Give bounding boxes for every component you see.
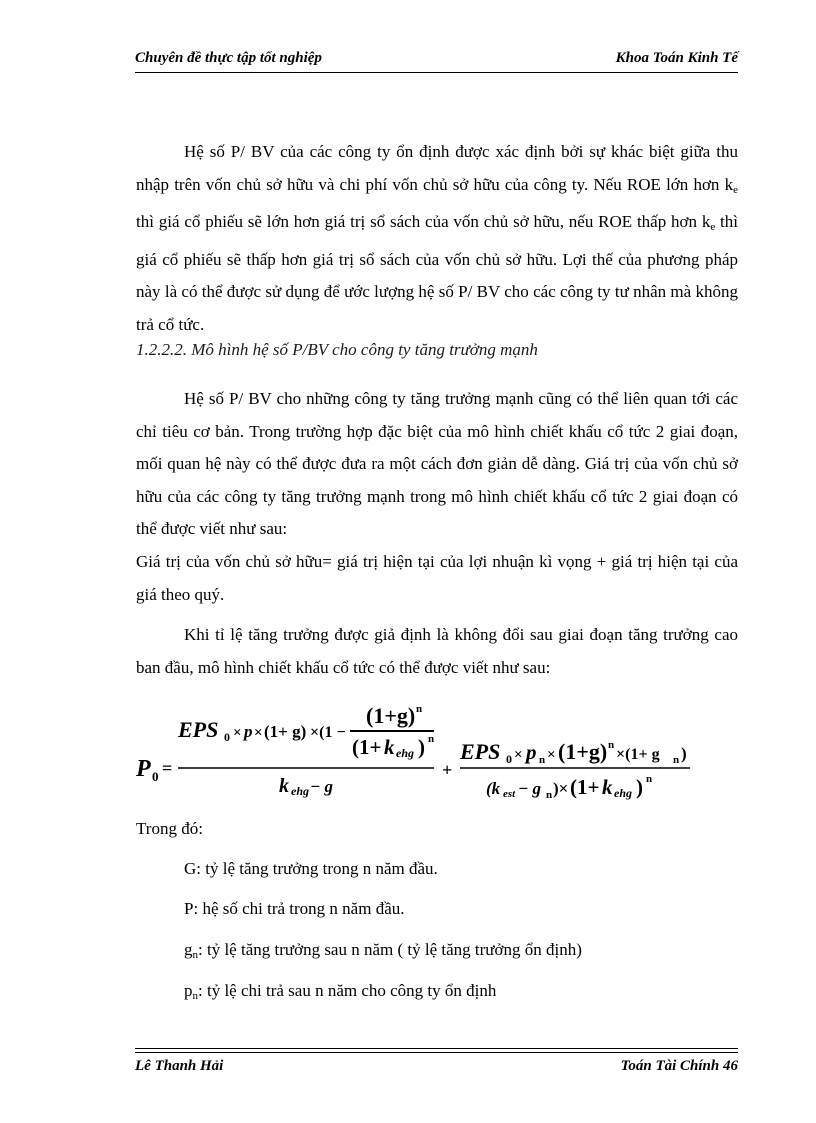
formula-times: × [233,725,242,741]
paragraph-model-intro: Khi tỉ lệ tăng trưởng được giả định là không đổi sau giai đoạn tăng trưởng cao ban đầu, mô hình chiết khấu cổ tức có thể được viết như sau: [136,625,738,677]
formula-eps: EPS [178,717,219,742]
formula-gn-sub-2: n [546,789,553,801]
where-label: Trong đó: [136,819,203,838]
formula-times-3: × [514,747,523,763]
formula-times-2: × [254,725,263,741]
formula-est: est [503,788,516,800]
formula-nested-den-close: ) [418,735,425,759]
formula-ehg1: ehg [396,746,414,760]
footer-rule [135,1048,738,1049]
formula-exp-n3: n [608,739,615,751]
formula-exp-n2: n [428,733,435,745]
formula-lhs-sub: 0 [152,769,159,784]
formula-pn-sub: n [539,754,546,766]
formula-times-1-minus: ×(1 − [310,724,346,741]
header-left: Chuyên đề thực tập tốt nghiệp [135,50,322,66]
formula-eq: = [162,758,173,778]
formula-num2-1g: (1+g) [558,739,608,764]
formula-ehg3: ehg [614,786,632,800]
formula-den1-rest: − g [310,777,334,796]
formula-k1: k [384,735,395,759]
formula-den2-close: ) [636,775,643,799]
formula-eps-sub-2: 0 [506,752,512,766]
formula-paren-1g: (1+ g) [264,722,307,741]
formula-pn: p [526,740,537,764]
formula-p: p [244,722,253,741]
footer-rule-double [135,1052,738,1053]
footer-page-label: Toán Tài Chính 46 [620,1058,738,1074]
page-header [135,48,738,70]
formula-nested-num: (1+g) [366,703,416,728]
formula-ehg2: ehg [291,784,309,798]
formula-nested-den-open: (1+ [352,735,382,759]
formula-times-4: × [547,747,556,763]
header-right: Khoa Toán Kinh Tế [615,50,738,66]
formula-times-one-plus-gn: ×(1+ g [616,746,660,763]
paragraph-high-growth: Hệ số P/ BV cho những công ty tăng trưởng mạnh cũng có thể liên quan tới các chỉ tiêu cơ bản. Trong trường hợp đặc biệt của mô hình chiết khấu cổ tức 2 giai đoạn, mối quan hệ này có thể được đưa ra một cách đơn giản dễ dàng. Giá trị của vốn chủ sở hữu của các công ty tăng trưởng mạnh trong mô hình chiết khấu cổ tức 2 giai đoạn có thể được viết như sau: [136,389,738,538]
paragraph-equity-value: Giá trị của vốn chủ sở hữu= giá trị hiện tại của lợi nhuận kì vọng + giá trị hiện tại của giá theo quý. [136,552,738,604]
formula-exp-n1: n [416,703,423,715]
definition-item: G: tỷ lệ tăng trưởng trong n năm đầu. [184,859,438,878]
formula-k2: k [279,775,289,797]
formula-k-open: (k [486,779,501,798]
page-footer [135,1056,738,1078]
formula-exp-n4: n [646,773,653,785]
formula-eps-2: EPS [460,739,501,764]
definition-item: $g_n$: tỷ lệ tăng trưởng sau n năm ( tỷ lệ tăng trưởng ổn định) [184,940,582,961]
header-rule [135,72,738,73]
formula-minus-g: − g [518,779,542,798]
formula-gn-sub: n [673,754,680,766]
formula-close-times: )× [553,779,569,798]
formula-den2-open: (1+ [570,775,600,799]
formula-eps-sub: 0 [224,730,230,744]
formula-lhs: P [136,756,151,782]
pbv-formula [134,690,714,810]
definition-item: $p_n$: tỷ lệ chi trả sau n năm cho công ty ổn định [184,981,497,1002]
paragraph-pbv-stable: Hệ số P/ BV của các công ty ổn định được xác định bởi sự khác biệt giữa thu nhập trên vốn chủ sở hữu và chi phí vốn chủ sở hữu của công ty. Nếu ROE lớn hơn $k_e$ thì giá cổ phiếu sẽ lớn hơn giá trị sổ sách của vốn chủ sở hữu, nếu ROE thấp hơn $k_e$ thì giá cổ phiếu sẽ thấp hơn giá trị sổ sách của vốn chủ sở hữu. Lợi thế của phương pháp này là có thể được sử dụng để ước lượng hệ số P/ BV cho các công ty tư nhân mà không trả cổ tức. [136,142,738,334]
section-heading: 1.2.2.2. Mô hình hệ số P/BV cho công ty tăng trưởng mạnh [136,340,538,359]
definition-item: P: hệ số chi trả trong n năm đầu. [184,899,405,918]
footer-author: Lê Thanh Hải [135,1058,224,1074]
formula-num2-close: ) [681,744,687,763]
formula-plus: + [442,760,453,780]
formula-k3: k [602,775,613,799]
